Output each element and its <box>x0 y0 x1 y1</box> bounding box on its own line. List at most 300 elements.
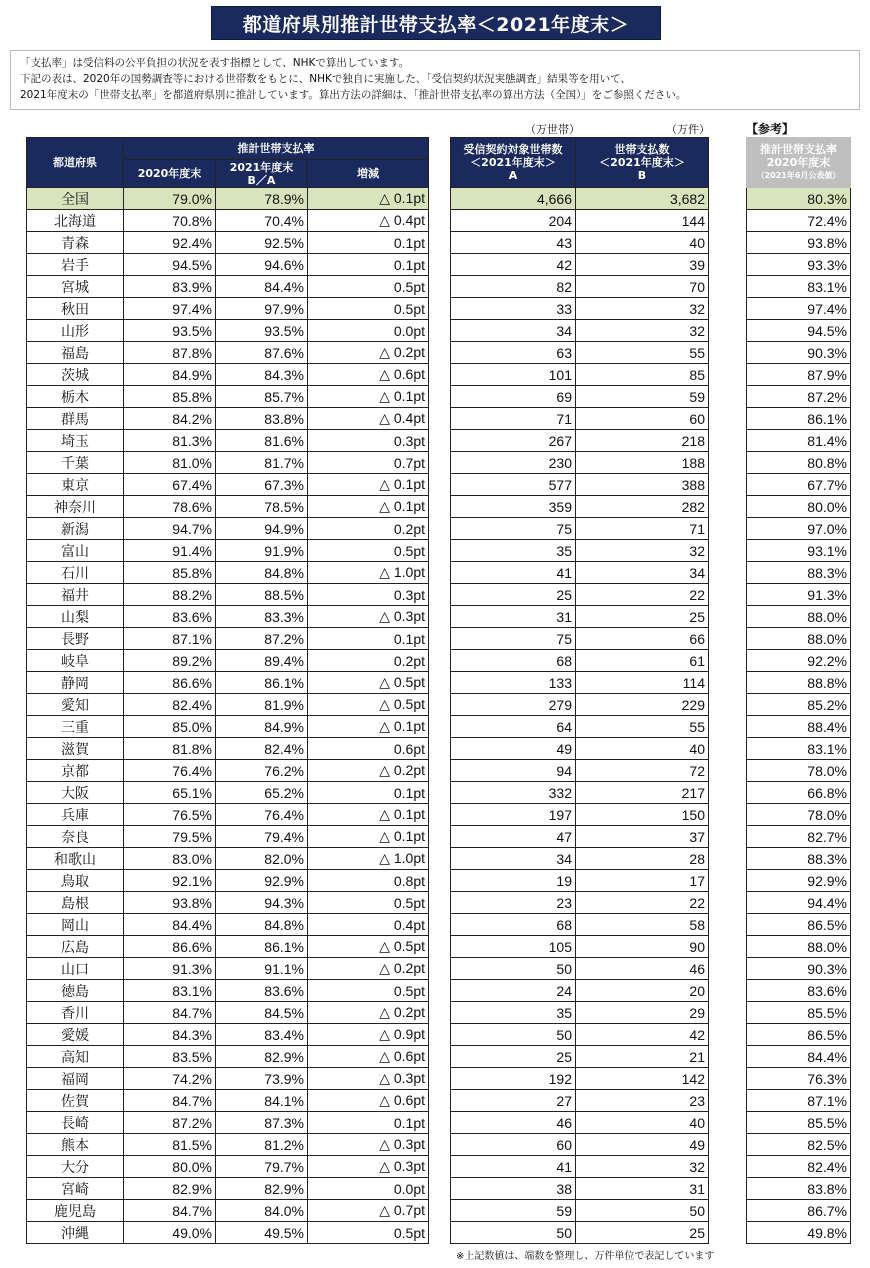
rate-2021: 82.0% <box>216 848 308 870</box>
rate-2020: 92.4% <box>124 232 216 254</box>
reference-rate: 88.3% <box>747 848 851 870</box>
table-row <box>747 892 851 914</box>
table-row <box>747 1178 851 1200</box>
rate-2020: 84.7% <box>124 1002 216 1024</box>
prefecture-name: 新潟 <box>27 518 124 540</box>
reference-rate: 88.4% <box>747 716 851 738</box>
reference-rate: 90.3% <box>747 342 851 364</box>
rate-2020: 97.4% <box>124 298 216 320</box>
table-row <box>747 276 851 298</box>
rate-2020: 81.8% <box>124 738 216 760</box>
table-row <box>27 342 429 364</box>
table-row <box>27 694 429 716</box>
table-row <box>27 540 429 562</box>
paid-households: 55 <box>576 342 709 364</box>
paid-households: 150 <box>576 804 709 826</box>
rate-2021: 92.5% <box>216 232 308 254</box>
paid-households: 46 <box>576 958 709 980</box>
rate-2020: 86.6% <box>124 672 216 694</box>
table-row <box>27 826 429 848</box>
table-row <box>451 958 709 980</box>
rate-2021: 82.9% <box>216 1046 308 1068</box>
table-row <box>27 232 429 254</box>
paid-households: 32 <box>576 1156 709 1178</box>
rate-2020: 67.4% <box>124 474 216 496</box>
paid-households: 188 <box>576 452 709 474</box>
table-row <box>747 760 851 782</box>
target-households: 82 <box>451 276 576 298</box>
count-table-body <box>451 188 709 1244</box>
table-row <box>747 232 851 254</box>
reference-rate: 88.0% <box>747 628 851 650</box>
rate-change: △ 0.1pt <box>308 804 429 826</box>
paid-households: 32 <box>576 320 709 342</box>
rate-2020: 81.5% <box>124 1134 216 1156</box>
paid-households: 32 <box>576 298 709 320</box>
rate-2021: 84.0% <box>216 1200 308 1222</box>
table-row <box>451 672 709 694</box>
paid-households: 37 <box>576 826 709 848</box>
table-row <box>451 430 709 452</box>
reference-rate: 81.4% <box>747 430 851 452</box>
rate-change: 0.5pt <box>308 276 429 298</box>
table-row <box>451 1222 709 1244</box>
prefecture-name: 徳島 <box>27 980 124 1002</box>
paid-households: 40 <box>576 1112 709 1134</box>
table-row <box>451 1024 709 1046</box>
prefecture-name: 佐賀 <box>27 1090 124 1112</box>
rate-2020: 83.6% <box>124 606 216 628</box>
table-row <box>747 254 851 276</box>
table-row <box>27 672 429 694</box>
reference-rate: 49.8% <box>747 1222 851 1244</box>
target-households: 64 <box>451 716 576 738</box>
table-row <box>27 364 429 386</box>
reference-rate: 66.8% <box>747 782 851 804</box>
table-row <box>747 782 851 804</box>
rate-change: 0.1pt <box>308 232 429 254</box>
rate-change: 0.4pt <box>308 914 429 936</box>
rate-change: △ 0.1pt <box>308 188 429 210</box>
rate-change: △ 0.1pt <box>308 474 429 496</box>
rate-2020: 85.8% <box>124 386 216 408</box>
paid-households: 85 <box>576 364 709 386</box>
target-households: 359 <box>451 496 576 518</box>
table-row <box>27 1068 429 1090</box>
table-row <box>27 606 429 628</box>
table-row <box>747 188 851 210</box>
reference-rate: 80.0% <box>747 496 851 518</box>
table-row <box>27 474 429 496</box>
rate-2020: 86.6% <box>124 936 216 958</box>
target-households: 68 <box>451 650 576 672</box>
table-row <box>27 188 429 210</box>
prefecture-name: 長崎 <box>27 1112 124 1134</box>
table-row <box>747 518 851 540</box>
rate-change: 0.1pt <box>308 782 429 804</box>
table-row <box>451 254 709 276</box>
rate-change: △ 1.0pt <box>308 848 429 870</box>
rate-change: 0.5pt <box>308 980 429 1002</box>
table-row <box>27 1046 429 1068</box>
rate-change: 0.0pt <box>308 320 429 342</box>
table-row <box>451 1156 709 1178</box>
reference-rate: 88.3% <box>747 562 851 584</box>
header-target-line3: A <box>508 169 518 182</box>
target-households: 34 <box>451 848 576 870</box>
rate-2021: 85.7% <box>216 386 308 408</box>
rate-2021: 78.9% <box>216 188 308 210</box>
table-row <box>451 320 709 342</box>
rate-2020: 93.5% <box>124 320 216 342</box>
reference-rate: 82.5% <box>747 1134 851 1156</box>
reference-rate: 87.9% <box>747 364 851 386</box>
rate-2020: 49.0% <box>124 1222 216 1244</box>
target-households: 41 <box>451 1156 576 1178</box>
rate-change: 0.1pt <box>308 628 429 650</box>
rate-2020: 76.5% <box>124 804 216 826</box>
paid-households: 34 <box>576 562 709 584</box>
reference-rate: 76.3% <box>747 1068 851 1090</box>
target-households: 230 <box>451 452 576 474</box>
rate-2021: 84.9% <box>216 716 308 738</box>
table-row <box>27 892 429 914</box>
prefecture-name: 秋田 <box>27 298 124 320</box>
paid-households: 22 <box>576 584 709 606</box>
prefecture-name: 沖縄 <box>27 1222 124 1244</box>
header-paid-line3: B <box>637 169 647 182</box>
rate-2021: 76.2% <box>216 760 308 782</box>
header-target-line2: ＜2021年度末＞ <box>470 156 556 169</box>
rate-change: 0.2pt <box>308 518 429 540</box>
table-row <box>451 848 709 870</box>
table-row <box>451 826 709 848</box>
table-row <box>747 1200 851 1222</box>
rate-2020: 84.2% <box>124 408 216 430</box>
table-row <box>451 870 709 892</box>
target-households: 71 <box>451 408 576 430</box>
paid-households: 217 <box>576 782 709 804</box>
reference-rate: 86.1% <box>747 408 851 430</box>
rate-change: △ 0.9pt <box>308 1024 429 1046</box>
table-row <box>451 408 709 430</box>
rate-2020: 87.8% <box>124 342 216 364</box>
rate-2021: 83.4% <box>216 1024 308 1046</box>
prefecture-name: 山形 <box>27 320 124 342</box>
rate-2021: 76.4% <box>216 804 308 826</box>
prefecture-name: 静岡 <box>27 672 124 694</box>
table-row <box>451 342 709 364</box>
rate-2021: 81.2% <box>216 1134 308 1156</box>
table-row <box>27 804 429 826</box>
reference-rate: 93.8% <box>747 232 851 254</box>
table-row <box>747 694 851 716</box>
reference-rate: 72.4% <box>747 210 851 232</box>
table-row <box>27 1024 429 1046</box>
table-row <box>747 848 851 870</box>
table-row <box>27 848 429 870</box>
reference-rate: 80.8% <box>747 452 851 474</box>
rate-2020: 91.3% <box>124 958 216 980</box>
note-line: 下記の表は、2020年の国勢調査等における世帯数をもとに、NHKで独自に実施した、「受信契約状況実態調査」結果等を用いて、 <box>20 73 631 85</box>
rate-2021: 83.6% <box>216 980 308 1002</box>
rate-change: 0.8pt <box>308 870 429 892</box>
table-row <box>747 870 851 892</box>
prefecture-name: 兵庫 <box>27 804 124 826</box>
rate-2020: 84.4% <box>124 914 216 936</box>
rate-2021: 79.4% <box>216 826 308 848</box>
rate-2020: 65.1% <box>124 782 216 804</box>
prefecture-name: 和歌山 <box>27 848 124 870</box>
reference-rate: 86.5% <box>747 914 851 936</box>
reference-rate: 86.7% <box>747 1200 851 1222</box>
table-row <box>27 650 429 672</box>
target-households: 192 <box>451 1068 576 1090</box>
reference-rate: 93.1% <box>747 540 851 562</box>
table-row <box>747 606 851 628</box>
target-households: 46 <box>451 1112 576 1134</box>
table-row <box>451 496 709 518</box>
reference-rate: 67.7% <box>747 474 851 496</box>
table-row <box>747 342 851 364</box>
paid-households: 58 <box>576 914 709 936</box>
table-row <box>27 386 429 408</box>
rate-change: △ 0.3pt <box>308 1156 429 1178</box>
prefecture-name: 福島 <box>27 342 124 364</box>
prefecture-name: 大分 <box>27 1156 124 1178</box>
rate-2021: 93.5% <box>216 320 308 342</box>
table-row <box>451 540 709 562</box>
target-households: 43 <box>451 232 576 254</box>
rate-2021: 49.5% <box>216 1222 308 1244</box>
prefecture-name: 全国 <box>27 188 124 210</box>
table-row <box>747 474 851 496</box>
reference-rate: 82.7% <box>747 826 851 848</box>
reference-table-body <box>747 188 851 1244</box>
prefecture-name: 山梨 <box>27 606 124 628</box>
header-rate-group: 推計世帯支払率 <box>124 138 429 160</box>
table-row <box>451 452 709 474</box>
paid-households: 21 <box>576 1046 709 1068</box>
header-rate-2021 <box>216 160 308 188</box>
table-row <box>451 650 709 672</box>
prefecture-name: 三重 <box>27 716 124 738</box>
rate-2021: 81.9% <box>216 694 308 716</box>
rate-2021: 83.3% <box>216 606 308 628</box>
table-row <box>451 782 709 804</box>
paid-households: 42 <box>576 1024 709 1046</box>
reference-rate: 88.0% <box>747 936 851 958</box>
rate-2020: 89.2% <box>124 650 216 672</box>
target-households: 41 <box>451 562 576 584</box>
prefecture-name: 埼玉 <box>27 430 124 452</box>
table-row <box>451 210 709 232</box>
target-households: 33 <box>451 298 576 320</box>
paid-households: 22 <box>576 892 709 914</box>
table-row <box>451 760 709 782</box>
table-row <box>747 650 851 672</box>
rate-2021: 67.3% <box>216 474 308 496</box>
target-households: 31 <box>451 606 576 628</box>
rate-change: △ 0.3pt <box>308 1134 429 1156</box>
header-ref-line3: （2021年6月公表値） <box>756 171 841 180</box>
prefecture-name: 茨城 <box>27 364 124 386</box>
table-row <box>747 628 851 650</box>
table-row <box>451 298 709 320</box>
paid-households: 282 <box>576 496 709 518</box>
paid-households: 114 <box>576 672 709 694</box>
prefecture-name: 福井 <box>27 584 124 606</box>
rate-2020: 83.5% <box>124 1046 216 1068</box>
rate-2020: 83.1% <box>124 980 216 1002</box>
rate-2021: 84.8% <box>216 562 308 584</box>
rate-2020: 94.7% <box>124 518 216 540</box>
table-row <box>451 232 709 254</box>
target-households: 38 <box>451 1178 576 1200</box>
prefecture-name: 広島 <box>27 936 124 958</box>
table-row <box>451 1068 709 1090</box>
prefecture-name: 山口 <box>27 958 124 980</box>
table-row <box>27 936 429 958</box>
paid-households: 71 <box>576 518 709 540</box>
prefecture-name: 滋賀 <box>27 738 124 760</box>
table-row <box>451 584 709 606</box>
rate-2021: 84.4% <box>216 276 308 298</box>
header-rate-2021-line1: 2021年度末 <box>229 160 294 174</box>
reference-rate: 87.1% <box>747 1090 851 1112</box>
rate-2021: 87.6% <box>216 342 308 364</box>
rate-2021: 87.3% <box>216 1112 308 1134</box>
table-row <box>451 892 709 914</box>
header-paid-line1: 世帯支払数 <box>614 143 670 156</box>
reference-rate: 80.3% <box>747 188 851 210</box>
reference-rate: 85.2% <box>747 694 851 716</box>
reference-rate: 97.0% <box>747 518 851 540</box>
prefecture-name: 福岡 <box>27 1068 124 1090</box>
rate-2020: 85.0% <box>124 716 216 738</box>
reference-rate: 86.5% <box>747 1024 851 1046</box>
prefecture-name: 千葉 <box>27 452 124 474</box>
rate-2020: 94.5% <box>124 254 216 276</box>
target-households: 133 <box>451 672 576 694</box>
rate-2021: 79.7% <box>216 1156 308 1178</box>
paid-households: 70 <box>576 276 709 298</box>
prefecture-name: 青森 <box>27 232 124 254</box>
prefecture-name: 宮城 <box>27 276 124 298</box>
paid-households: 40 <box>576 738 709 760</box>
rate-2020: 74.2% <box>124 1068 216 1090</box>
rate-change: 0.5pt <box>308 298 429 320</box>
rate-2020: 83.9% <box>124 276 216 298</box>
prefecture-name: 岩手 <box>27 254 124 276</box>
table-row <box>27 1200 429 1222</box>
table-row <box>747 804 851 826</box>
target-households: 105 <box>451 936 576 958</box>
table-row <box>747 1002 851 1024</box>
rate-2021: 87.2% <box>216 628 308 650</box>
table-row <box>451 1090 709 1112</box>
rate-2021: 92.9% <box>216 870 308 892</box>
reference-label: 【参考】 <box>746 122 795 136</box>
rate-2020: 82.4% <box>124 694 216 716</box>
target-households: 204 <box>451 210 576 232</box>
table-row <box>27 298 429 320</box>
table-row <box>747 320 851 342</box>
rate-2021: 65.2% <box>216 782 308 804</box>
rate-2020: 83.0% <box>124 848 216 870</box>
table-row <box>747 914 851 936</box>
rate-change: △ 0.5pt <box>308 694 429 716</box>
table-row <box>451 628 709 650</box>
reference-rate: 94.4% <box>747 892 851 914</box>
prefecture-name: 愛知 <box>27 694 124 716</box>
target-households: 60 <box>451 1134 576 1156</box>
rate-2021: 88.5% <box>216 584 308 606</box>
prefecture-name: 富山 <box>27 540 124 562</box>
header-target-households <box>451 138 576 188</box>
table-row <box>451 276 709 298</box>
prefecture-name: 岐阜 <box>27 650 124 672</box>
table-row <box>27 276 429 298</box>
paid-households: 66 <box>576 628 709 650</box>
rate-change: △ 0.1pt <box>308 826 429 848</box>
unit-cases-label: （万件） <box>666 123 710 136</box>
table-row <box>27 1222 429 1244</box>
target-households: 25 <box>451 584 576 606</box>
target-households: 34 <box>451 320 576 342</box>
target-households: 94 <box>451 760 576 782</box>
table-row <box>451 188 709 210</box>
table-row <box>747 738 851 760</box>
prefecture-name: 京都 <box>27 760 124 782</box>
paid-households: 229 <box>576 694 709 716</box>
rate-2021: 91.9% <box>216 540 308 562</box>
rate-2020: 70.8% <box>124 210 216 232</box>
target-households: 27 <box>451 1090 576 1112</box>
target-households: 50 <box>451 958 576 980</box>
header-reference-rate <box>747 138 851 188</box>
table-row <box>27 628 429 650</box>
reference-rate: 91.3% <box>747 584 851 606</box>
paid-households: 72 <box>576 760 709 782</box>
table-row <box>747 1068 851 1090</box>
rate-2021: 81.7% <box>216 452 308 474</box>
target-households: 101 <box>451 364 576 386</box>
target-households: 68 <box>451 914 576 936</box>
target-households: 59 <box>451 1200 576 1222</box>
prefecture-name: 奈良 <box>27 826 124 848</box>
reference-rate: 78.0% <box>747 804 851 826</box>
rate-2021: 84.8% <box>216 914 308 936</box>
rate-change: △ 0.2pt <box>308 1002 429 1024</box>
table-row <box>451 1002 709 1024</box>
rate-change: △ 0.1pt <box>308 716 429 738</box>
rate-2021: 94.3% <box>216 892 308 914</box>
rate-change: △ 0.7pt <box>308 1200 429 1222</box>
paid-households: 25 <box>576 606 709 628</box>
header-target-line1: 受信契約対象世帯数 <box>463 143 563 156</box>
rate-2020: 87.2% <box>124 1112 216 1134</box>
target-households: 63 <box>451 342 576 364</box>
table-row <box>747 936 851 958</box>
paid-households: 25 <box>576 1222 709 1244</box>
rate-change: 0.3pt <box>308 584 429 606</box>
table-row <box>747 826 851 848</box>
table-row <box>27 1002 429 1024</box>
paid-households: 61 <box>576 650 709 672</box>
table-row <box>27 716 429 738</box>
prefecture-name: 宮崎 <box>27 1178 124 1200</box>
